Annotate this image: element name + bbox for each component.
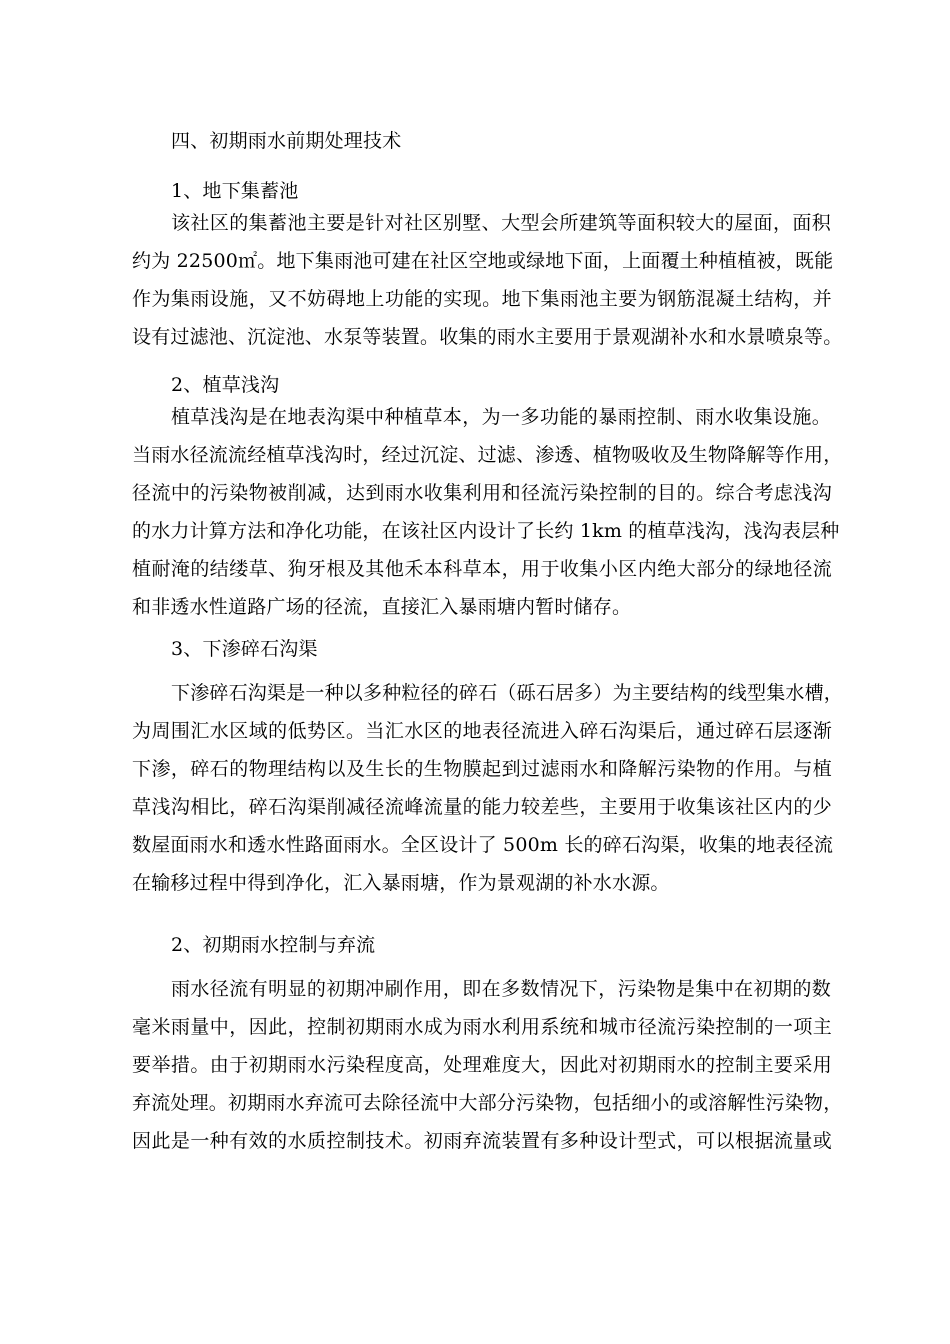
heading-first-flush: 2、初期雨水控制与弃流 xyxy=(171,934,376,956)
paragraph-line: 的水力计算方法和净化功能，在该社区内设计了长约 1km 的植草浅沟，浅沟表层种 xyxy=(132,520,840,542)
paragraph-line: 径流中的污染物被削减，达到雨水收集利用和径流污染控制的目的。综合考虑浅沟 xyxy=(132,482,832,504)
paragraph-line: 约为 22500㎡。地下集雨池可建在社区空地或绿地下面，上面覆土种植植被，既能 xyxy=(132,250,834,272)
section-title: 四、初期雨水前期处理技术 xyxy=(171,130,402,152)
paragraph-line: 雨水径流有明显的初期冲刷作用，即在多数情况下，污染物是集中在初期的数 xyxy=(171,978,831,1000)
heading-underground-cistern: 1、地下集蓄池 xyxy=(171,180,299,202)
paragraph-line: 植耐淹的结缕草、狗牙根及其他禾本科草本，用于收集小区内绝大部分的绿地径流 xyxy=(132,558,832,580)
paragraph-line: 数屋面雨水和透水性路面雨水。全区设计了 500m 长的碎石沟渠，收集的地表径流 xyxy=(132,834,834,856)
paragraph-line: 和非透水性道路广场的径流，直接汇入暴雨塘内暂时储存。 xyxy=(132,596,632,618)
paragraph-line: 因此是一种有效的水质控制技术。初雨弃流装置有多种设计型式，可以根据流量或 xyxy=(132,1130,832,1152)
paragraph-line: 毫米雨量中，因此，控制初期雨水成为雨水利用系统和城市径流污染控制的一项主 xyxy=(132,1016,832,1038)
paragraph-line: 下渗碎石沟渠是一种以多种粒径的碎石（砾石居多）为主要结构的线型集水槽， xyxy=(171,682,844,704)
paragraph-line: 弃流处理。初期雨水弃流可去除径流中大部分污染物，包括细小的或溶解性污染物， xyxy=(132,1092,843,1114)
paragraph-line: 植草浅沟是在地表沟渠中种植草本，为一多功能的暴雨控制、雨水收集设施。 xyxy=(171,406,831,428)
paragraph-line: 当雨水径流流经植草浅沟时，经过沉淀、过滤、渗透、植物吸收及生物降解等作用， xyxy=(132,444,843,466)
paragraph-line: 设有过滤池、沉淀池、水泵等装置。收集的雨水主要用于景观湖补水和水景喷泉等。 xyxy=(132,326,843,348)
paragraph-line: 在输移过程中得到净化，汇入暴雨塘，作为景观湖的补水水源。 xyxy=(132,872,670,894)
paragraph-line: 草浅沟相比，碎石沟渠削减径流峰流量的能力较差些，主要用于收集该社区内的少 xyxy=(132,796,832,818)
paragraph-line: 为周围汇水区域的低势区。当汇水区的地表径流进入碎石沟渠后，通过碎石层逐渐 xyxy=(132,720,832,742)
paragraph-line: 该社区的集蓄池主要是针对社区别墅、大型会所建筑等面积较大的屋面，面积 xyxy=(171,212,831,234)
paragraph-line: 要举措。由于初期雨水污染程度高，处理难度大，因此对初期雨水的控制主要采用 xyxy=(132,1054,832,1076)
heading-gravel-trench: 3、下渗碎石沟渠 xyxy=(171,638,318,660)
paragraph-line: 下渗，碎石的物理结构以及生长的生物膜起到过滤雨水和降解污染物的作用。与植 xyxy=(132,758,832,780)
paragraph-line: 作为集雨设施，又不妨碍地上功能的实现。地下集雨池主要为钢筋混凝土结构，并 xyxy=(132,288,832,310)
heading-grass-swale: 2、植草浅沟 xyxy=(171,374,280,396)
